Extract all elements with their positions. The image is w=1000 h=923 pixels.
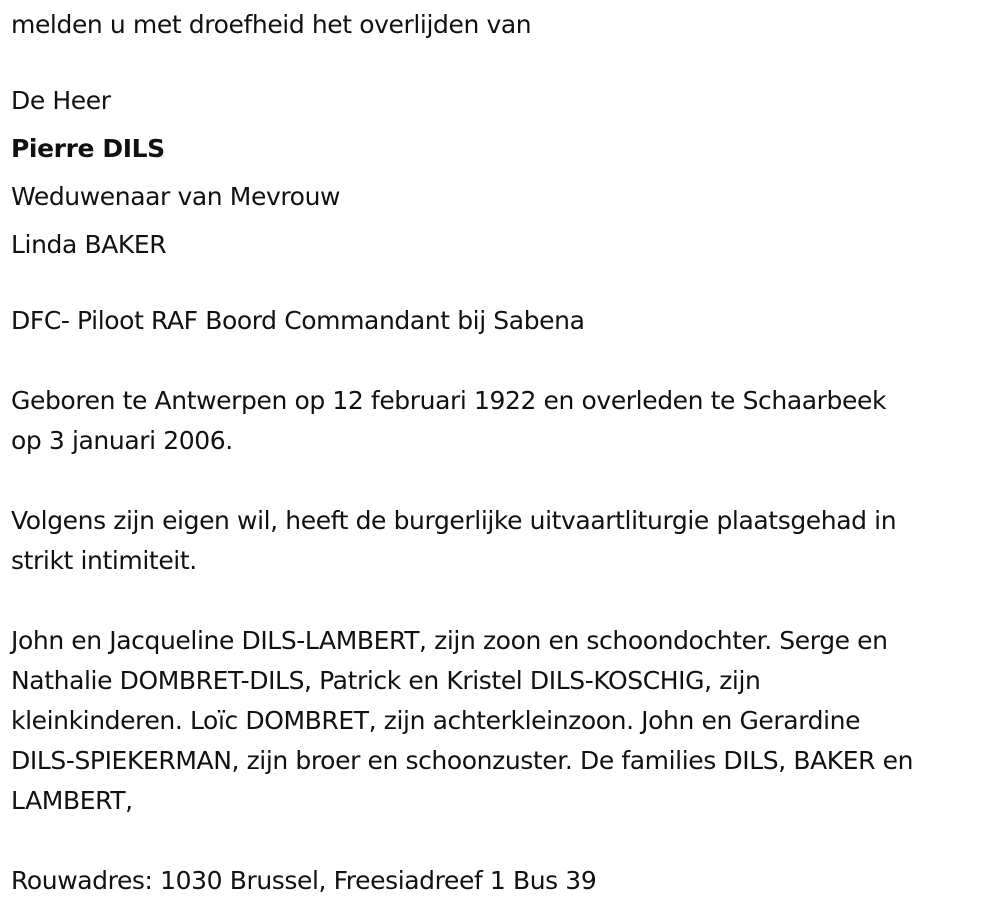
intro-text: melden u met droefheid het overlijden van <box>11 10 532 39</box>
family-line: Nathalie DOMBRET-DILS, Patrick en Kristel DILS-KOSCHIG, zijn <box>11 666 761 695</box>
spouse-name: Linda BAKER <box>11 230 167 259</box>
birth-death-paragraph <box>11 381 1000 461</box>
funeral-paragraph <box>11 501 1000 581</box>
family-line: DILS-SPIEKERMAN, zijn broer en schoonzuster. De families DILS, BAKER en <box>11 746 914 775</box>
funeral-line: Volgens zijn eigen wil, heeft de burgerlijke uitvaartliturgie plaatsgehad in <box>11 506 897 535</box>
mourning-address: Rouwadres: 1030 Brussel, Freesiadreef 1 Bus 39 <box>11 866 597 895</box>
family-line: kleinkinderen. Loïc DOMBRET, zijn achterkleinzoon. John en Gerardine <box>11 706 861 735</box>
birth-death-line: op 3 januari 2006. <box>11 426 233 455</box>
widower-of: Weduwenaar van Mevrouw <box>11 182 341 211</box>
occupation-text: DFC- Piloot RAF Boord Commandant bij Sabena <box>11 306 585 335</box>
family-line: LAMBERT, <box>11 786 133 815</box>
birth-death-line: Geboren te Antwerpen op 12 februari 1922 en overleden te Schaarbeek <box>11 386 887 415</box>
deceased-name: Pierre DILS <box>11 134 165 163</box>
spacer <box>11 269 1000 301</box>
title-prefix: De Heer <box>11 86 111 115</box>
family-paragraph <box>11 621 1000 821</box>
funeral-line: strikt intimiteit. <box>11 546 197 575</box>
deceased-block <box>11 77 1000 269</box>
family-line: John en Jacqueline DILS-LAMBERT, zijn zoon en schoondochter. Serge en <box>11 626 888 655</box>
